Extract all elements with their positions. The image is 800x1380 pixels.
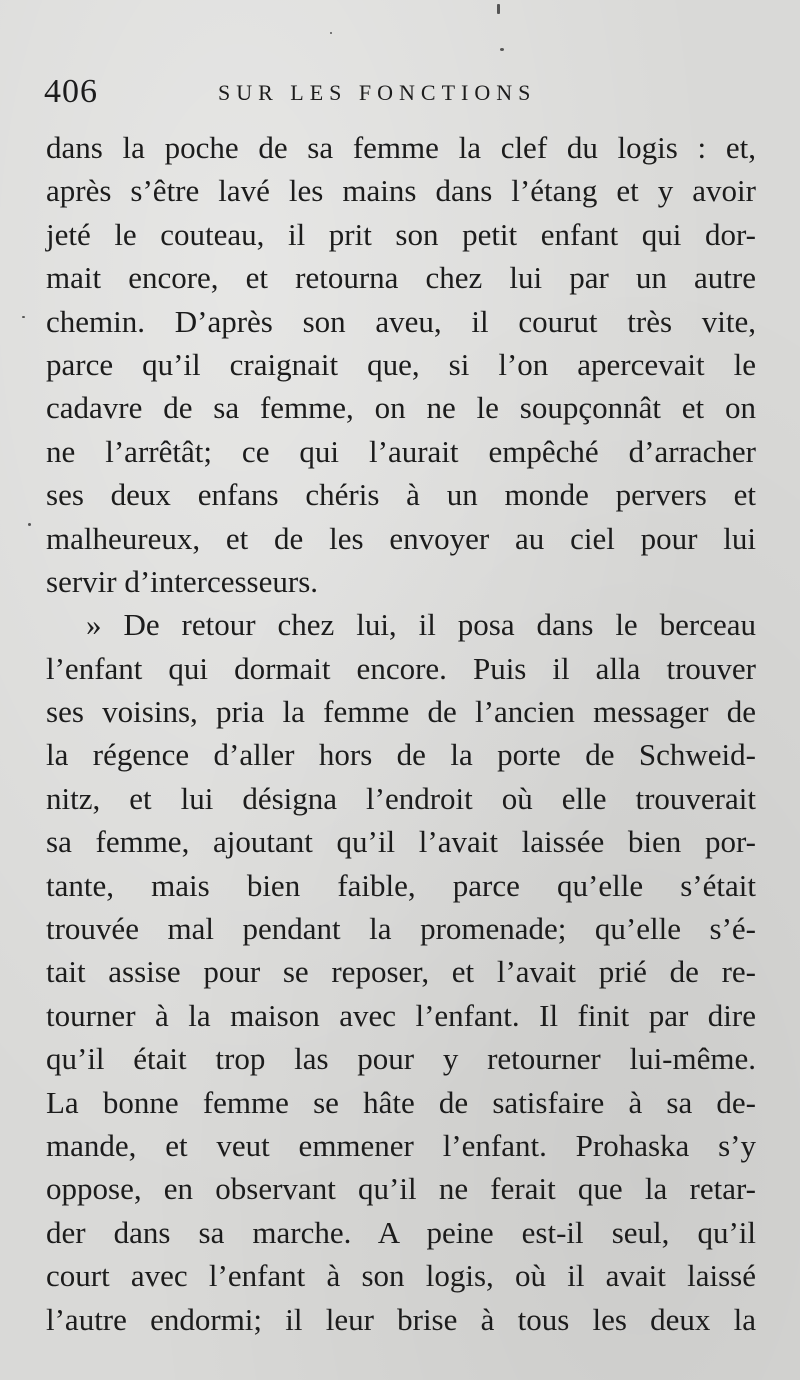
text-line: tante, mais bien faible, parce qu’elle s’était — [46, 867, 756, 903]
text-line: nitz, et lui désigna l’endroit où elle trouverait — [46, 780, 756, 816]
text-line: servir d’intercesseurs. — [46, 563, 319, 599]
text-line: sa femme, ajoutant qu’il l’avait laissée bien por- — [46, 824, 756, 860]
paper-speck — [22, 316, 25, 318]
text-line: tourner à la maison avec l’enfant. Il finit par dire — [46, 997, 756, 1033]
text-line: tait assise pour se reposer, et l’avait prié de re- — [46, 954, 756, 990]
paper-speck — [500, 48, 504, 51]
text-line: l’autre endormi; il leur brise à tous les deux la — [46, 1301, 756, 1337]
text-line: qu’il était trop las pour y retourner lui-même. — [46, 1041, 756, 1077]
text-line: oppose, en observant qu’il ne ferait que la retar- — [46, 1171, 756, 1207]
text-line: court avec l’enfant à son logis, où il avait laissé — [46, 1258, 756, 1294]
text-line: jeté le couteau, il prit son petit enfant qui dor- — [46, 216, 756, 252]
body-text — [46, 126, 756, 1341]
text-line: cadavre de sa femme, on ne le soupçonnât et on — [46, 390, 756, 426]
text-line: ses voisins, pria la femme de l’ancien messager de — [46, 694, 756, 730]
page-header — [44, 72, 764, 116]
page-number: 406 — [44, 73, 98, 110]
running-head: SUR LES FONCTIONS — [218, 80, 537, 105]
paper-speck — [497, 4, 500, 14]
text-line: chemin. D’après son aveu, il courut très vite, — [46, 303, 756, 339]
text-line: parce qu’il craignait que, si l’on apercevait le — [46, 346, 756, 382]
paper-speck — [330, 32, 332, 34]
text-line: mande, et veut emmener l’enfant. Prohaska s’y — [46, 1127, 756, 1163]
text-line: der dans sa marche. A peine est-il seul, qu’il — [46, 1214, 756, 1250]
text-line: ne l’arrêtât; ce qui l’aurait empêché d’arracher — [46, 433, 756, 469]
paper-speck — [28, 523, 31, 526]
text-line: la régence d’aller hors de la porte de Schweid- — [46, 737, 756, 773]
text-line: La bonne femme se hâte de satisfaire à sa de- — [46, 1084, 756, 1120]
text-line: après s’être lavé les mains dans l’étang et y avoir — [46, 173, 756, 209]
text-line: » De retour chez lui, il posa dans le berceau — [86, 607, 756, 643]
text-line: trouvée mal pendant la promenade; qu’elle s’é- — [46, 911, 756, 947]
text-line: mait encore, et retourna chez lui par un autre — [46, 260, 756, 296]
text-line: ses deux enfans chéris à un monde pervers et — [46, 477, 756, 513]
text-line: malheureux, et de les envoyer au ciel pour lui — [46, 520, 756, 556]
text-line: l’enfant qui dormait encore. Puis il alla trouver — [46, 650, 756, 686]
text-line: dans la poche de sa femme la clef du logis : et, — [46, 130, 756, 165]
